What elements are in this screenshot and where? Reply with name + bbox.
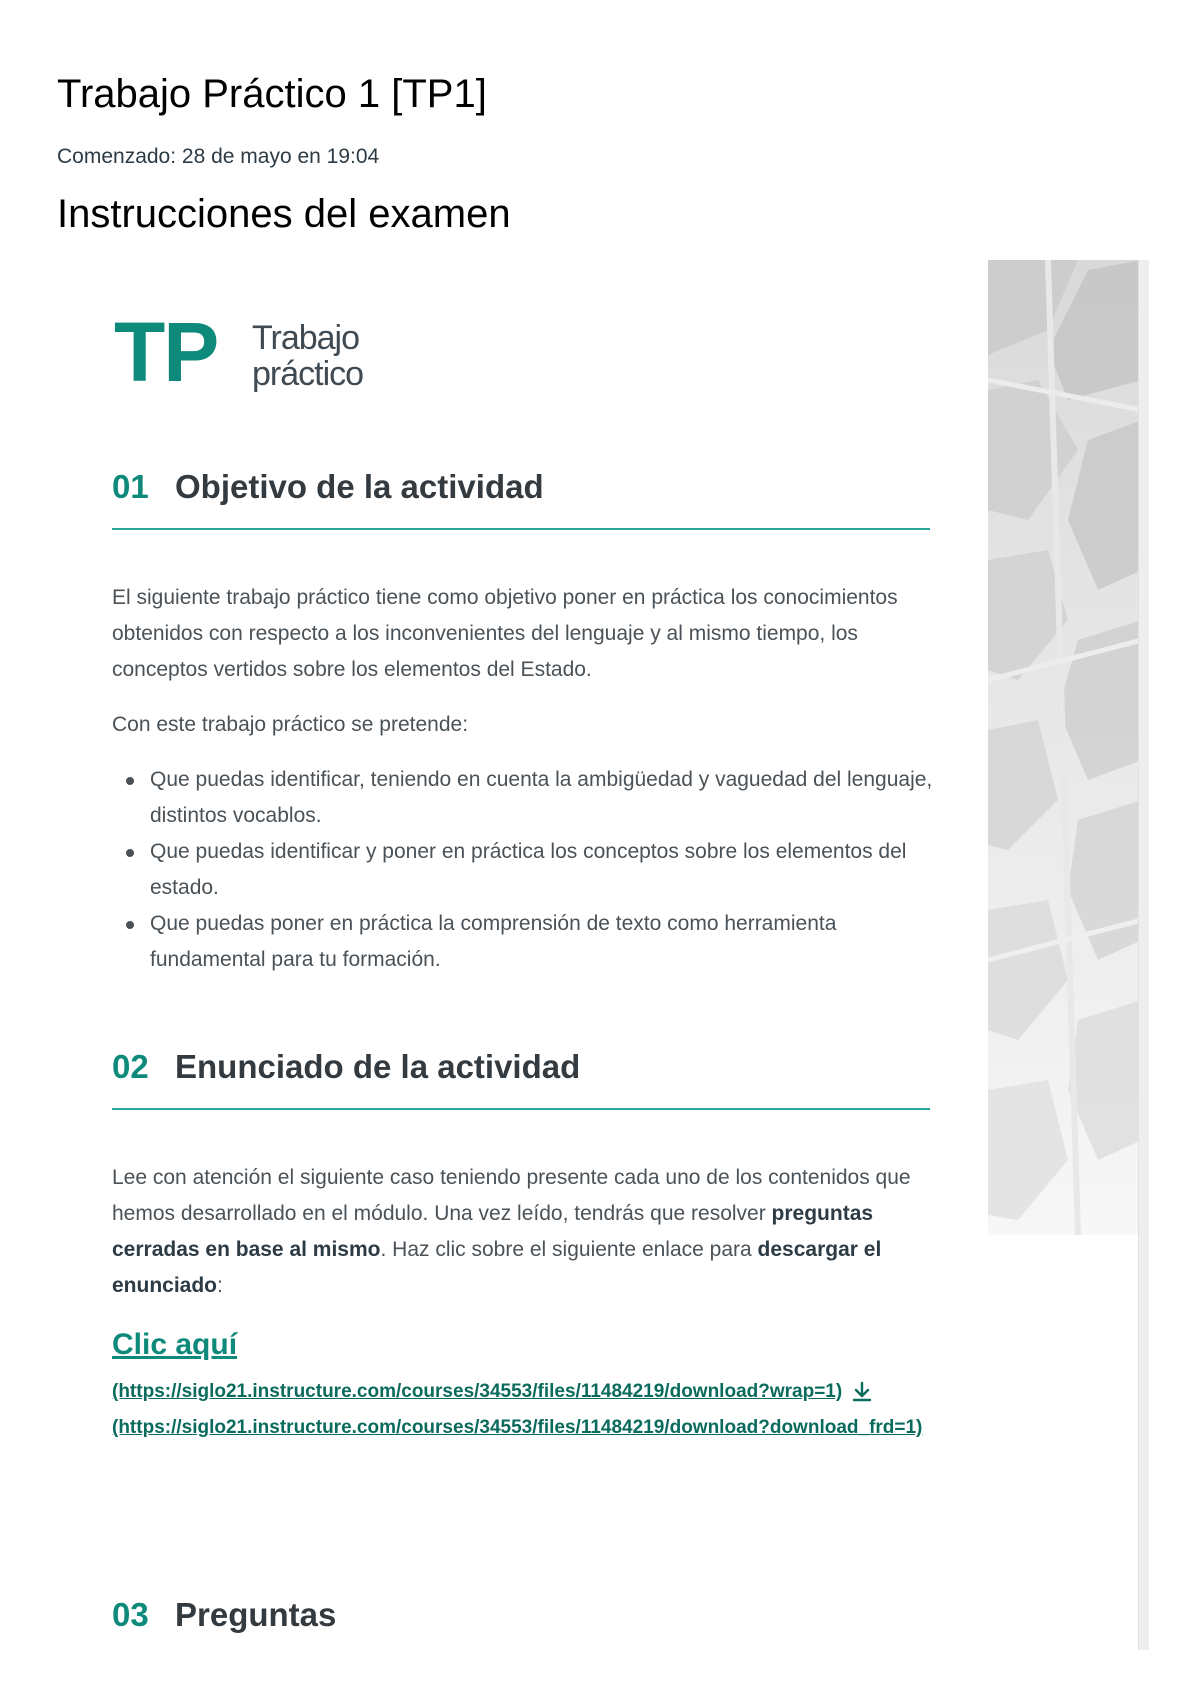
section-02-bold-2: descargar el enunciado [112, 1238, 882, 1297]
started-label: Comenzado: [57, 145, 177, 168]
list-item [112, 906, 942, 978]
objectives-list [112, 762, 942, 978]
tp-logo-mark: TP [114, 305, 218, 399]
section-03-number: 03 [112, 1596, 149, 1633]
section-02-text-3: : [217, 1274, 223, 1297]
list-item-text: Que puedas identificar, teniendo en cuenta la ambigüedad y vaguedad del lenguaje, distintos vocablos. [150, 768, 933, 827]
section-02-text-2: . Haz clic sobre el siguiente enlace para [380, 1238, 758, 1261]
section-02-heading [112, 1048, 930, 1110]
download-url-wrap[interactable]: (https://siglo21.instructure.com/courses/34553/files/11484219/download?wrap=1) [112, 1381, 843, 1402]
bullet-dot [126, 849, 134, 857]
section-02-title: Enunciado de la actividad [175, 1048, 581, 1085]
started-value: 28 de mayo en 19:04 [181, 145, 380, 168]
decorative-pattern [988, 260, 1142, 1235]
side-scrollbar[interactable] [1138, 260, 1149, 1650]
bullet-dot [126, 921, 134, 929]
section-01-intro: Con este trabajo práctico se pretende: [112, 713, 469, 736]
bullet-dot [126, 777, 134, 785]
tp-logo-line1: Trabajo [252, 319, 360, 357]
list-item-text: Que puedas identificar y poner en práctica los conceptos sobre los elementos del estado. [150, 840, 907, 899]
download-urls [112, 1374, 932, 1446]
section-01-heading [112, 468, 930, 530]
section-03-heading [112, 1596, 930, 1656]
section-01-title: Objetivo de la actividad [175, 468, 544, 505]
download-icon[interactable] [850, 1380, 874, 1404]
page-title: Trabajo Práctico 1 [TP1] [57, 72, 487, 116]
tp-logo-line2: práctico [252, 355, 364, 393]
section-03-title: Preguntas [175, 1596, 337, 1633]
decorative-side-image [988, 260, 1142, 1235]
section-02-paragraph [112, 1160, 942, 1304]
section-02-text-1: Lee con atención el siguiente caso teniendo presente cada uno de los contenidos que hemos desarrollado en el módulo. Una vez leído, tendrás que resolver [112, 1166, 911, 1225]
section-02-number: 02 [112, 1048, 149, 1085]
download-link[interactable]: Clic aquí [112, 1328, 238, 1361]
instructions-title: Instrucciones del examen [57, 192, 511, 236]
list-item-text: Que puedas poner en práctica la comprensión de texto como herramienta fundamental para tu formación. [150, 912, 837, 971]
download-url-frd[interactable]: (https://siglo21.instructure.com/courses/34553/files/11484219/download?download_frd=1) [112, 1417, 923, 1438]
list-item [112, 834, 942, 906]
list-item [112, 762, 942, 834]
started-info [57, 145, 379, 169]
section-01-number: 01 [112, 468, 149, 505]
tp-logo-text [252, 320, 363, 392]
section-02-bold-1: preguntas cerradas en base al mismo [112, 1202, 874, 1261]
section-01-paragraph: El siguiente trabajo práctico tiene como objetivo poner en práctica los conocimientos obtenidos con respecto a los inconvenientes del lenguaje y al mismo tiempo, los conceptos vertidos sobre los elementos del Estado. [112, 586, 898, 681]
